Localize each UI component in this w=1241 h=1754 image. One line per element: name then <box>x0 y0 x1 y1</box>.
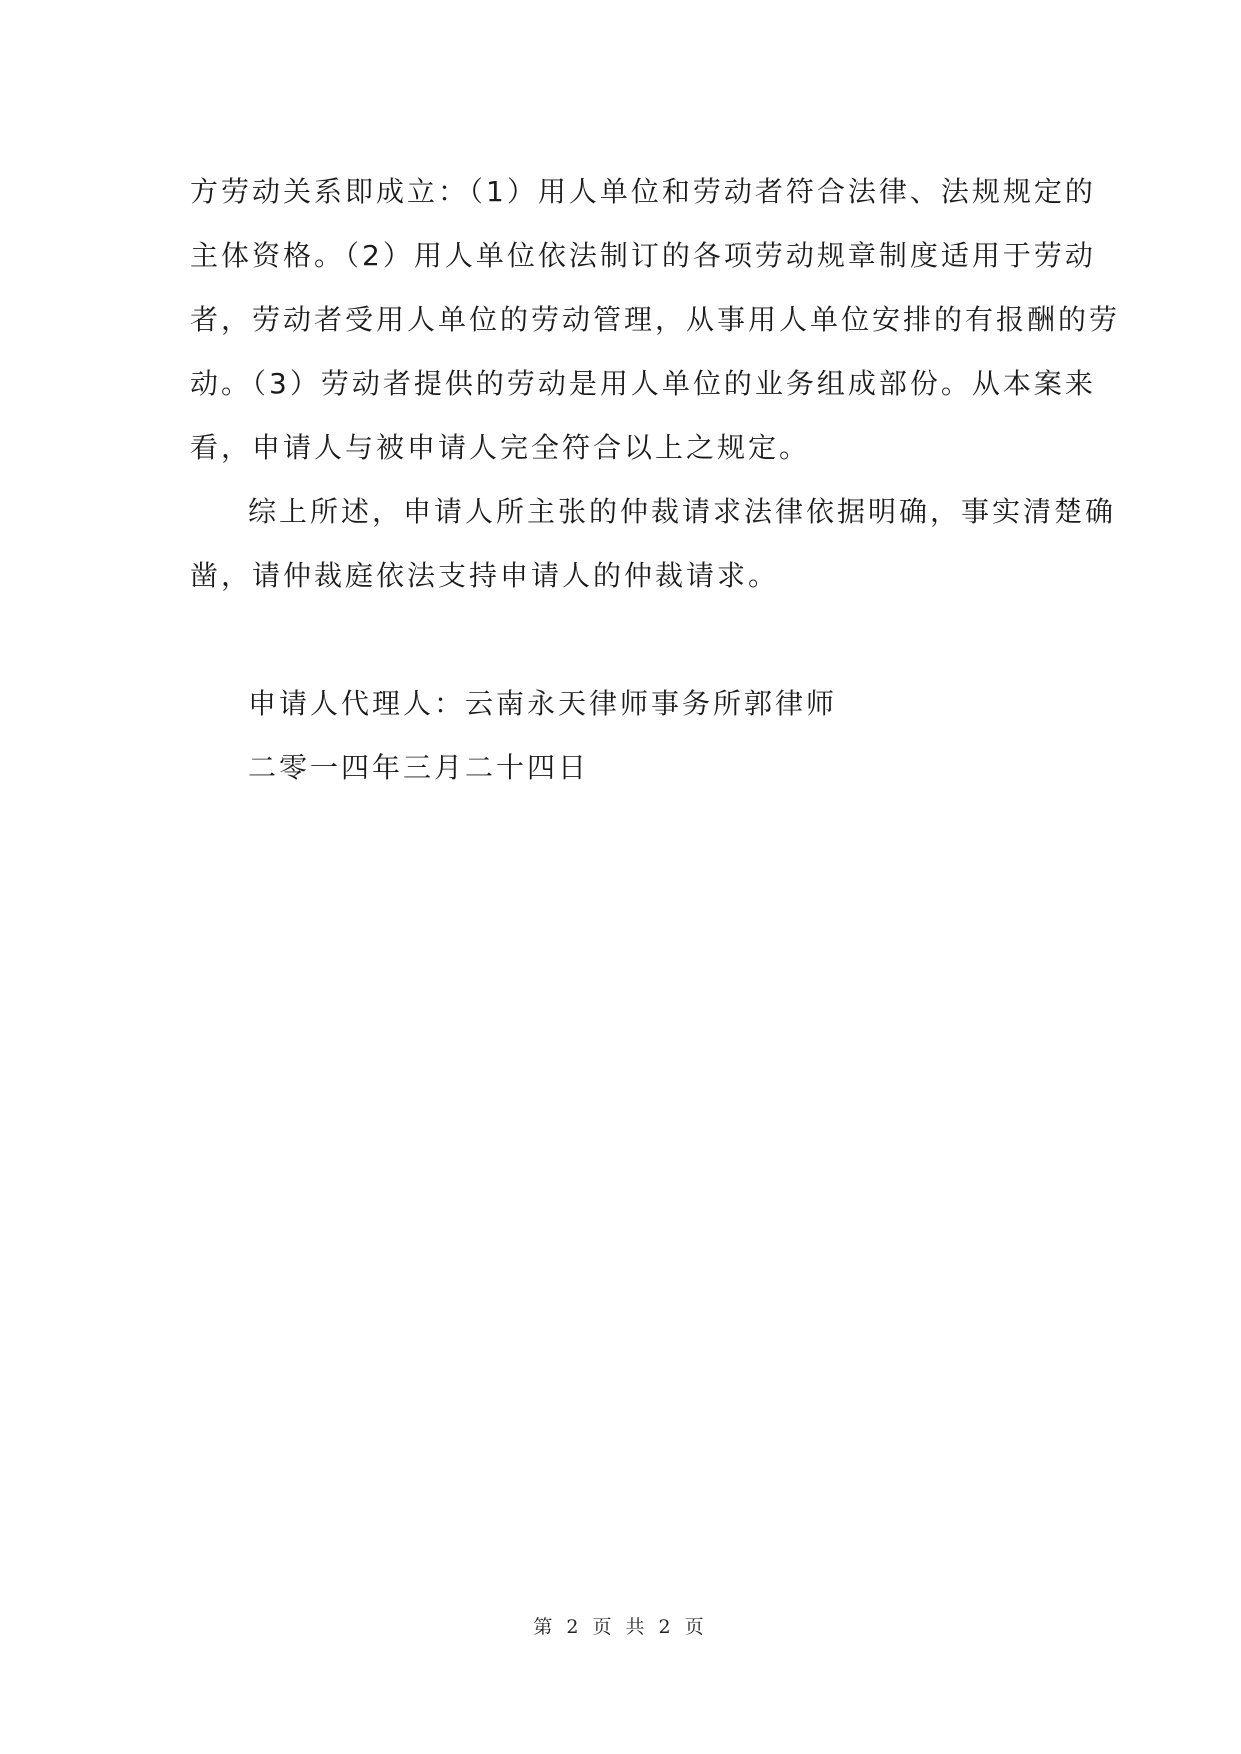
text-line: 看，申请人与被申请人完全符合以上之规定。 <box>190 431 811 464</box>
text-line: 凿，请仲裁庭依法支持申请人的仲裁请求。 <box>190 559 780 592</box>
paragraph-conclusion <box>190 480 1117 608</box>
text-line: 方劳动关系即成立：（1）用人单位和劳动者符合法律、法规规定的 <box>190 175 1096 208</box>
paragraph-labor-relation <box>190 160 1121 480</box>
signature-block <box>248 672 837 800</box>
text-line: 主体资格。（2）用人单位依法制订的各项劳动规章制度适用于劳动 <box>190 239 1096 272</box>
signature-agent: 申请人代理人：云南永天律师事务所郭律师 <box>248 687 838 720</box>
signature-date: 二零一四年三月二十四日 <box>248 751 590 784</box>
text-line: 动。（3）劳动者提供的劳动是用人单位的业务组成部份。从本案来 <box>190 367 1096 400</box>
document-body <box>190 160 1121 608</box>
page-footer: 第 2 页 共 2 页 <box>533 1616 708 1638</box>
text-line: 者，劳动者受用人单位的劳动管理，从事用人单位安排的有报酬的劳 <box>190 303 1121 336</box>
text-line: 综上所述，申请人所主张的仲裁请求法律依据明确，事实清楚确 <box>248 495 1117 528</box>
